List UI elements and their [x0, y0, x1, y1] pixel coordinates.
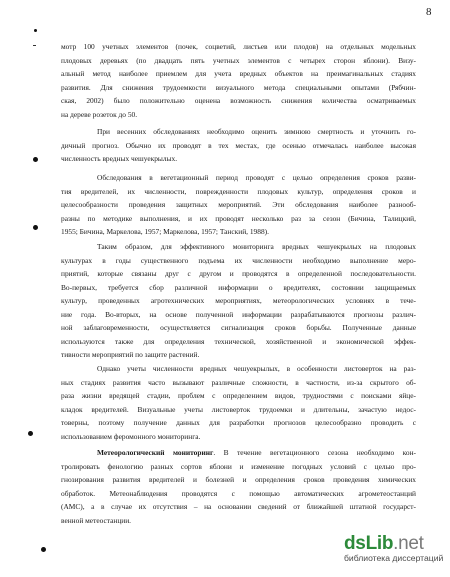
paragraph-1 — [61, 40, 416, 121]
dslib-logo — [344, 533, 444, 555]
page-number: 8 — [426, 6, 432, 18]
watermark-subtitle: библиотека диссертаций — [344, 553, 444, 563]
text-line: разны по методике выполнения, и их проводят несколько раз за сезон (Бичина, Талицкий, — [61, 213, 416, 223]
text-line: венной метеостанции. — [61, 515, 132, 525]
text-line: ская, 2002) было положительно оценена возможность снижения количества осматриваемых — [61, 96, 416, 105]
text-line: товерны, поэтому получение данных для разработки прогнозов целесообразно проводить с — [61, 418, 416, 427]
dslib-watermark[interactable] — [344, 533, 444, 569]
text-line: Во-первых, требуется сбор различной информации о вредителях, состоянии защищаемых — [61, 282, 416, 292]
text-line: альный метод наиболее приемлем для учета вредных объектов на преимагинальных стадиях — [61, 69, 416, 78]
scan-dot — [28, 431, 33, 436]
text-line: 1955; Бичина, Маркелова, 1957; Маркелова, 1957; Танский, 1988). — [61, 227, 269, 236]
text-line: культур, проведенных агротехнических мероприятиях, метеорологических условиях в тече- — [61, 296, 416, 305]
scan-dot — [41, 547, 46, 552]
text-line: ных стадиях развития часто вызывают различные сложности, в частности, из-за скрытого об- — [61, 377, 416, 387]
text-line: использованием феромонного мониторинга. — [61, 431, 201, 441]
text-line: обработок. Метеонаблюдения проводятся с помощью автоматических агрометеостанций — [61, 488, 416, 498]
text-line: дичный прогноз. Обычно их проводят в тех местах, где осенью отмечалась наиболее высокая — [61, 140, 416, 150]
paragraph-2 — [61, 125, 416, 166]
text-line: (АМС), а в случае их отсутствия – на основании сведений от ближайшей штатной государст- — [61, 502, 416, 511]
text-line: раза жизни вредящей стадии, проблем с определением видов, трудностями с поисками яйце- — [61, 391, 416, 400]
text-line: целесообразности проведения защитных мероприятий. Эти обследования наиболее разнооб- — [61, 200, 416, 209]
logo-main: dsLib — [344, 533, 394, 554]
text-line: ние года. Во-вторых, на основе полученной информации разрабатываются прогнозы различ- — [61, 309, 416, 319]
scan-dot — [33, 225, 38, 230]
paragraph-4 — [61, 240, 416, 362]
text-line: используются также для определения технической, хозяйственной и экономической эффек- — [61, 336, 416, 346]
section-heading: Метеорологический мониторинг — [97, 448, 214, 457]
heading-line-rest: . В течение вегетационного сезона необходимо кон- — [213, 448, 416, 457]
text-line: тролировать фенологию разных сортов яблони и изменение погодных условий с целью про- — [61, 461, 416, 471]
text-line: Однако учеты численности вредных чешуекрылых, в особенности листоверток на раз- — [97, 364, 416, 373]
text-line: тия вредителей, их численности, поврежденности плодовых культур, определения сроков и — [61, 186, 416, 196]
paragraph-3 — [61, 171, 416, 239]
paragraph-5 — [61, 362, 416, 443]
text-line: мотр 100 учетных элементов (почек, соцветий, листьев или плодов) на отдельных модельных — [61, 42, 416, 51]
text-line: ной заблаговременности, осуществляется сигнализация сроков борьбы. Полученные данные — [61, 323, 416, 332]
text-line: тивности мероприятий по защите растений. — [61, 350, 200, 359]
paragraph-6 — [61, 446, 416, 527]
text-line: на дереве розеток до 50. — [61, 109, 138, 119]
text-line: развития. Для снижения трудоемкости визуального метода специальными опытами (Рябчин- — [61, 82, 416, 92]
scan-dot — [33, 157, 38, 162]
scan-tick — [33, 45, 36, 46]
logo-suffix: .net — [393, 533, 424, 554]
text-line — [61, 446, 416, 460]
text-line: При весенних обследованиях необходимо оценить зимнюю смертность и уточнить го- — [97, 127, 416, 136]
text-line: приятий, которые связаны друг с другом и проводятся в определенной последовательности. — [61, 269, 416, 278]
text-line: кладок вредителей. Визуальные учеты листоверток трудоемки и длительны, зачастую недос- — [61, 404, 416, 414]
scan-dot — [34, 29, 37, 32]
text-line: Обследования в вегетационный период проводят с целью определения сроков разви- — [97, 173, 416, 182]
text-line: культурах в годы существенного подъема их численности необходимо выполнение меро- — [61, 255, 416, 265]
text-line: плодовых деревьях (по двадцать пять учетных элементов с четырех сторон яблони). Визу- — [61, 55, 416, 65]
text-line: гнозирования развития вредителей и болезней и определения сроков проведения химических — [61, 475, 416, 484]
text-line: численность вредных чешуекрылых. — [61, 154, 178, 163]
text-line: Таким образом, для эффективного мониторинга вредных чешуекрылых на плодовых — [97, 242, 416, 251]
